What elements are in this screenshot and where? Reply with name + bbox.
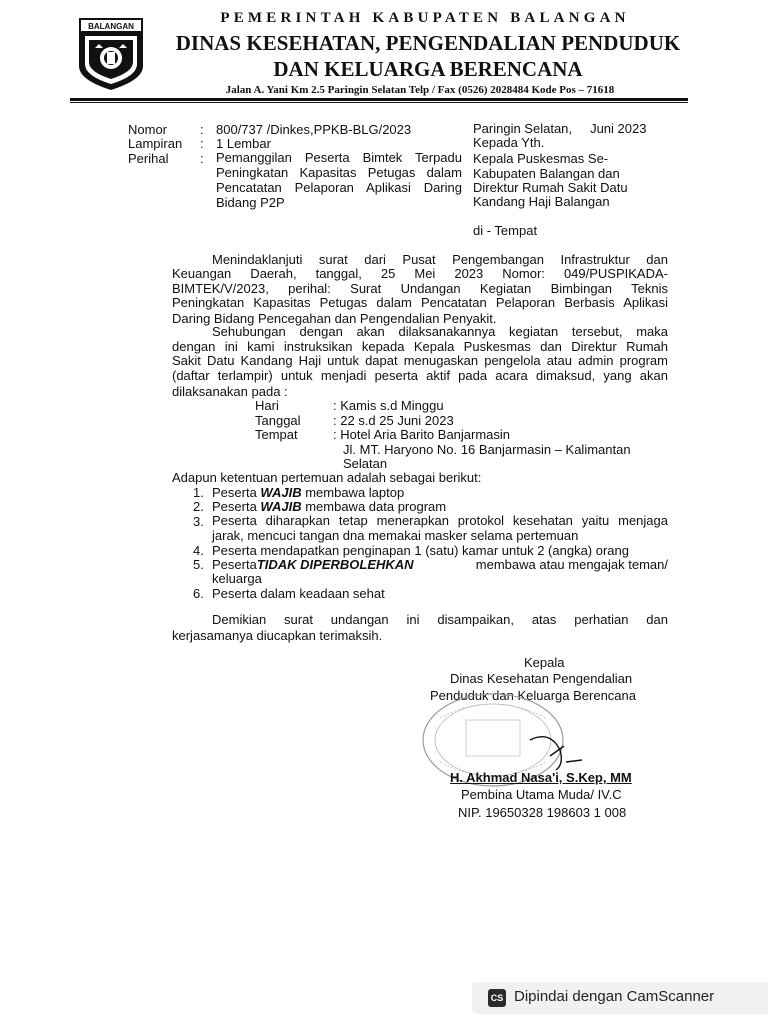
paragraph2-line: dengan ini kami instruksikan kepada Kepala Puskesmas dan Direktur Rumah bbox=[172, 339, 668, 354]
rule-2 bbox=[212, 499, 446, 514]
paragraph1-line: BIMTEK/V/2023, perihal: Surat Undangan Kegiatan Bimbingan Teknis bbox=[172, 281, 668, 296]
rule-4: Peserta mendapatkan penginapan 1 (satu) kamar untuk 2 (angka) orang bbox=[212, 543, 629, 558]
nomor-label: Nomor bbox=[128, 122, 168, 137]
government-name: PEMERINTAH KABUPATEN BALANGAN bbox=[220, 10, 630, 26]
department-name-line1: DINAS KESEHATAN, PENGENDALIAN PENDUDUK bbox=[175, 31, 681, 55]
rule-text: Peserta bbox=[212, 485, 261, 500]
rule-5-line2: keluarga bbox=[212, 571, 262, 586]
perihal-line: Peningkatan Kapasitas Petugas dalam bbox=[216, 165, 462, 180]
signatory-title: Kepala bbox=[524, 655, 565, 670]
rule-number: 1. bbox=[193, 485, 204, 500]
rule-number: 3. bbox=[193, 514, 204, 529]
rule-text: Peserta bbox=[212, 557, 257, 572]
signatory-office-line1: Dinas Kesehatan Pengendalian bbox=[450, 671, 633, 686]
rule-emphasis: TIDAK DIPERBOLEHKAN bbox=[256, 557, 414, 572]
tanggal-label: Tanggal bbox=[255, 413, 301, 428]
recipient-line: Kandang Haji Balangan bbox=[473, 194, 610, 209]
rule-text: Peserta bbox=[212, 499, 261, 514]
rule-5-line1 bbox=[212, 557, 668, 572]
rule-text: membawa data program bbox=[301, 499, 447, 514]
office-address: Jalan A. Yani Km 2.5 Paringin Selatan Telp / Fax (0526) 2028484 Kode Pos – 71618 bbox=[225, 84, 615, 96]
rule-3-line2: jarak, mencuci tangan dna memakai masker selama pertemuan bbox=[212, 528, 579, 543]
rule-number: 2. bbox=[193, 499, 204, 514]
hari-label: Hari bbox=[255, 398, 279, 413]
rule-1 bbox=[212, 485, 404, 500]
rule-emphasis: WAJIB bbox=[260, 485, 302, 500]
perihal-line: Bidang P2P bbox=[216, 195, 285, 210]
perihal-line: Pencatatan Pelaporan Aplikasi Daring bbox=[216, 180, 462, 195]
paragraph2-line: dilaksanakan pada : bbox=[172, 384, 288, 399]
kepada-yth: Kepada Yth. bbox=[473, 135, 545, 150]
hari-value: : Kamis s.d Minggu bbox=[333, 398, 444, 413]
signatory-office-line2: Penduduk dan Keluarga Berencana bbox=[430, 688, 636, 703]
rule-6: Peserta dalam keadaan sehat bbox=[212, 586, 385, 601]
letterhead-thin-rule bbox=[70, 102, 688, 103]
place-date: Paringin Selatan, Juni 2023 bbox=[473, 121, 647, 136]
lampiran-value: 1 Lembar bbox=[216, 136, 271, 151]
rule-emphasis: WAJIB bbox=[260, 499, 302, 514]
signatory-nip: NIP. 19650328 198603 1 008 bbox=[458, 805, 627, 820]
lampiran-label: Lampiran bbox=[128, 136, 183, 151]
camscanner-text: Dipindai dengan CamScanner bbox=[514, 988, 715, 1005]
closing-line: Demikian surat undangan ini disampaikan, atas perhatian dan bbox=[212, 612, 668, 627]
signatory-rank: Pembina Utama Muda/ IV.C bbox=[461, 787, 622, 802]
department-name-line2: DAN KELUARGA BERENCANA bbox=[273, 57, 583, 81]
di-tempat: di - Tempat bbox=[473, 223, 538, 238]
tempat-address-line: Selatan bbox=[343, 456, 388, 471]
paragraph1-line: Menindaklanjuti surat dari Pusat Pengembangan Infrastruktur dan bbox=[212, 252, 668, 267]
paragraph2-line: Sehubungan dengan akan dilaksanakannya kegiatan tersebut, maka bbox=[212, 324, 668, 339]
rules-intro: Adapun ketentuan pertemuan adalah sebagai berikut: bbox=[172, 470, 482, 485]
letterhead-thick-rule bbox=[70, 98, 688, 101]
paragraph2-line: (daftar terlampir) untuk menjadi peserta aktif pada acara dimaksud, yang akan bbox=[172, 368, 668, 383]
perihal-label: Perihal bbox=[128, 151, 169, 166]
paragraph1-line: Keuangan Daerah, tanggal, 25 Mei 2023 Nomor: 049/PUSPIKADA- bbox=[172, 266, 668, 281]
rule-number: 4. bbox=[193, 543, 204, 558]
rule-number: 6. bbox=[193, 586, 204, 601]
perihal-line: Pemanggilan Peserta Bimtek Terpadu bbox=[216, 150, 462, 165]
rule-number: 5. bbox=[193, 557, 204, 572]
lampiran-colon: : bbox=[200, 136, 204, 151]
closing-line: kerjasamanya diucapkan terimaksih. bbox=[172, 628, 383, 643]
logo-text: BALANGAN bbox=[88, 22, 134, 31]
recipient-line: Kabupaten Balangan dan bbox=[473, 166, 620, 181]
paragraph1-line: Daring Bidang Pencegahan dan Pengendalian Penyakit. bbox=[172, 311, 497, 326]
tanggal-value: : 22 s.d 25 Juni 2023 bbox=[333, 413, 454, 428]
recipient-line: Kepala Puskesmas Se- bbox=[473, 151, 609, 166]
rule-text: membawa atau mengajak teman/ bbox=[475, 557, 668, 572]
balangan-emblem-logo bbox=[73, 14, 149, 92]
rule-3-line1: Peserta diharapkan tetap menerapkan protokol kesehatan yaitu menjaga bbox=[212, 513, 668, 528]
nomor-value: 800/737 /Dinkes,PPKB-BLG/2023 bbox=[216, 122, 412, 137]
nomor-colon: : bbox=[200, 122, 204, 137]
camscanner-icon: CS bbox=[488, 989, 506, 1007]
perihal-colon: : bbox=[200, 151, 204, 166]
recipient-line: Direktur Rumah Sakit Datu bbox=[473, 180, 628, 195]
tempat-label: Tempat bbox=[255, 427, 298, 442]
tempat-value: : Hotel Aria Barito Banjarmasin bbox=[333, 427, 511, 442]
paragraph1-line: Peningkatan Kapasitas Petugas dalam Pencatatan Pelaporan Berbasis Aplikasi bbox=[172, 295, 668, 310]
rule-text: membawa laptop bbox=[301, 485, 405, 500]
signatory-name: H. Akhmad Nasa'i, S.Kep, MM bbox=[450, 770, 632, 785]
tempat-address-line: Jl. MT. Haryono No. 16 Banjarmasin – Kalimantan bbox=[343, 442, 631, 457]
paragraph2-line: Sakit Datu Kandang Haji untuk dapat menugaskan pengelola atau admin program bbox=[172, 353, 668, 368]
